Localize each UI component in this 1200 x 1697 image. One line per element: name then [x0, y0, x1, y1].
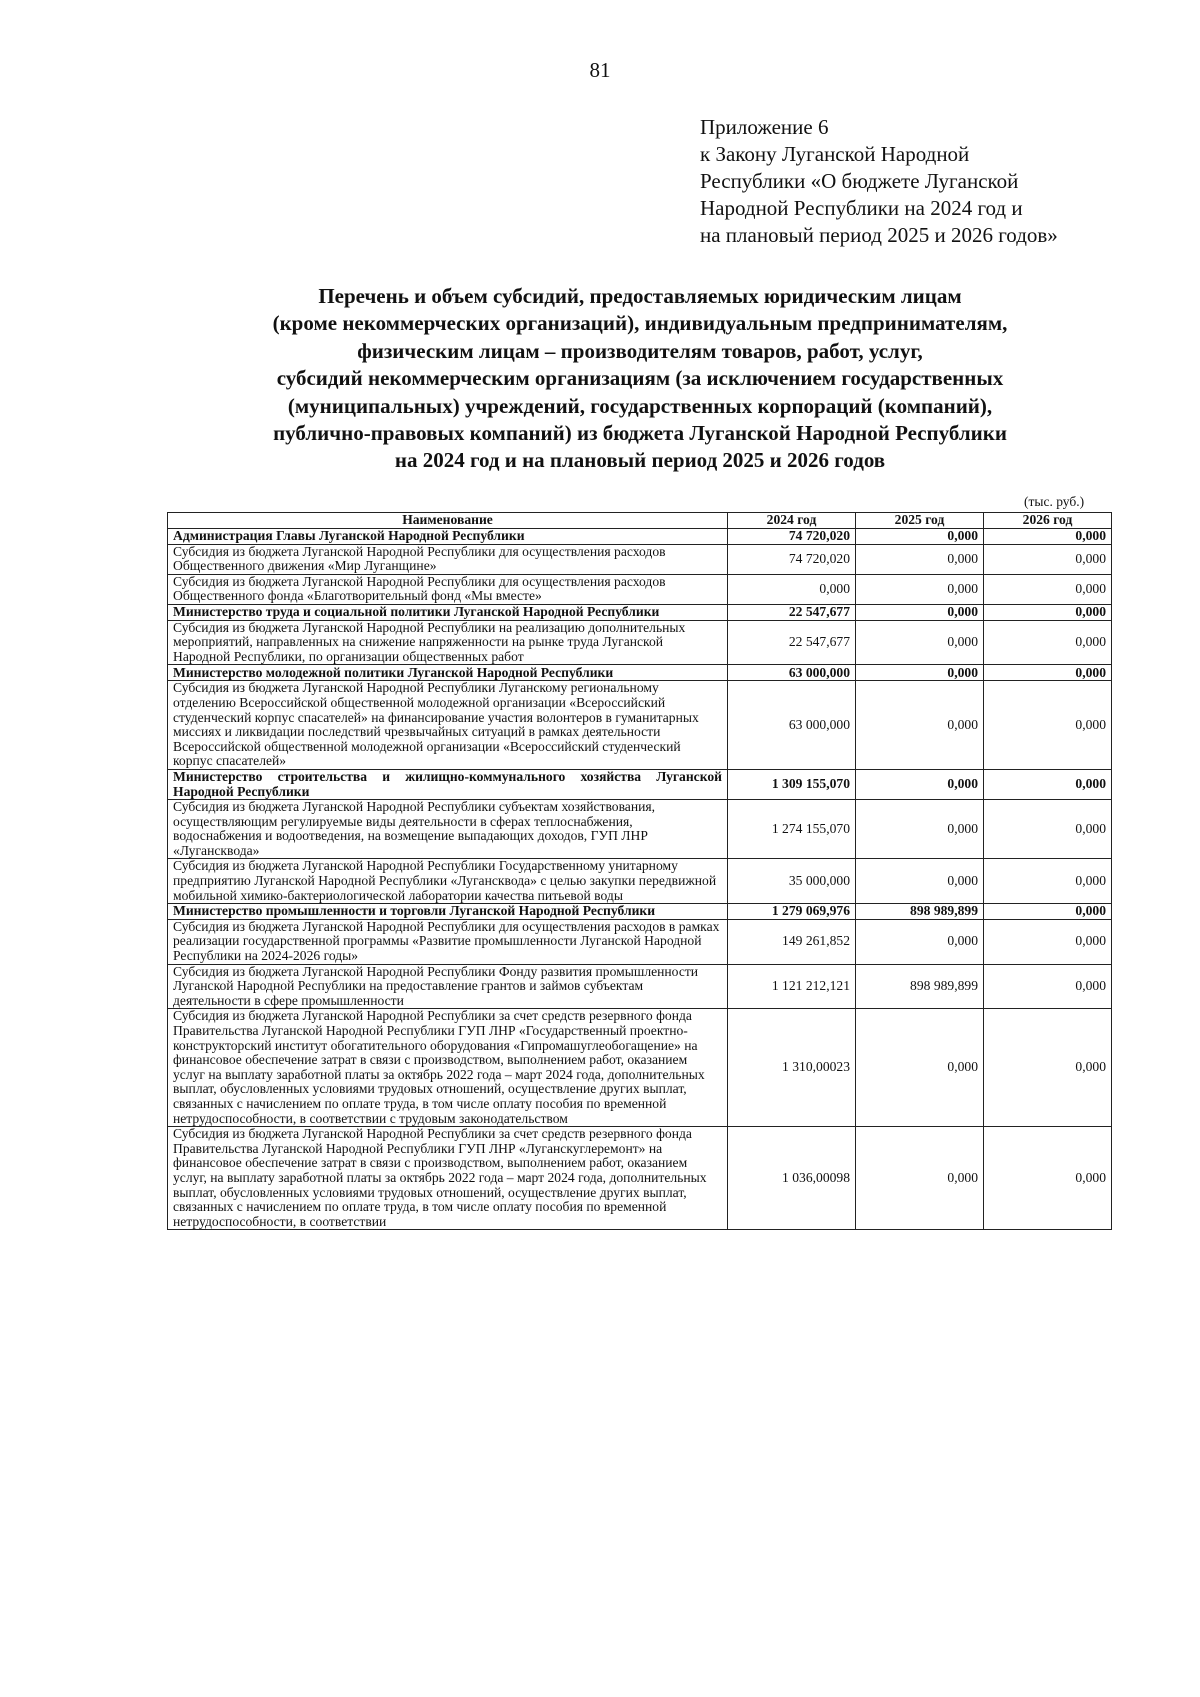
row-name: Субсидия из бюджета Луганской Народной Республики субъектам хозяйствования, осуществляющим регулируемые виды деятельности в сферах теплоснабжения, водоснабжения и водоотведения, на возмещение выпадающих доходов, ГУП ЛНР «Лугансквода»: [168, 800, 728, 859]
header-2024: 2024 год: [728, 513, 856, 529]
document-title: [150, 283, 1130, 475]
title-line: (кроме некоммерческих организаций), индивидуальным предпринимателям,: [272, 311, 1008, 336]
table-row: [168, 1127, 1112, 1230]
row-2025: 0,000: [856, 544, 984, 574]
row-name: Субсидия из бюджета Луганской Народной Республики за счет средств резервного фонда Правительства Луганской Народной Республики ГУП ЛНР «Луганскуглеремонт» на финансовое обеспечение затрат в связи с производством, выполнением работ, оказанием услуг, на выплату заработной платы за октябрь 2022 года – март 2024 года, дополнительных выплат, обусловленных условиями трудовых отношений, осуществление других выплат, связанных с начислением по оплате труда, в том числе оплату пособия по временной нетрудоспособности, в соответствии: [168, 1127, 728, 1230]
row-2026: 0,000: [984, 904, 1112, 920]
row-2026: 0,000: [984, 620, 1112, 665]
table-row: [168, 574, 1112, 604]
row-2025: 0,000: [856, 1127, 984, 1230]
row-2024: 0,000: [728, 574, 856, 604]
row-2026: 0,000: [984, 604, 1112, 620]
appendix-line: Республики «О бюджете Луганской: [700, 169, 1019, 193]
table-row-org: [168, 769, 1112, 799]
title-line: Перечень и объем субсидий, предоставляемых юридическим лицам: [318, 284, 962, 308]
table-row-org: [168, 604, 1112, 620]
row-2024: 1 310,00023: [728, 1009, 856, 1127]
table-row: [168, 620, 1112, 665]
table-row-org: [168, 528, 1112, 544]
row-2026: 0,000: [984, 528, 1112, 544]
row-name: Субсидия из бюджета Луганской Народной Республики для осуществления расходов Общественного фонда «Благотворительный фонд «Мы вместе»: [168, 574, 728, 604]
row-name: Субсидия из бюджета Луганской Народной Республики за счет средств резервного фонда Правительства Луганской Народной Республики ГУП ЛНР «Государственный проектно-конструкторский институт обогатительного оборудования «Гипромашуглеобогащение» на финансовое обеспечение затрат в связи с производством, выполнением работ, оказанием услуг на выплату заработной платы за октябрь 2022 года – март 2024 года, дополнительных выплат, обусловленных условиями трудовых отношений, осуществление других выплат, связанных с начислением по оплате труда, в том числе оплату пособия по временной нетрудоспособности, в соответствии с трудовым законодательством: [168, 1009, 728, 1127]
row-2025: 0,000: [856, 800, 984, 859]
row-2025: 0,000: [856, 769, 984, 799]
row-name: Министерство промышленности и торговли Луганской Народной Республики: [168, 904, 728, 920]
row-name: Субсидия из бюджета Луганской Народной Республики для осуществления расходов в рамках реализации государственной программы «Развитие промышленности Луганской Народной Республики на 2024-2026 годы»: [168, 919, 728, 964]
row-name: Субсидия из бюджета Луганской Народной Республики Фонду развития промышленности Луганской Народной Республики на предоставление грантов и займов субъектам деятельности в сфере промышленности: [168, 964, 728, 1009]
table-row-org: [168, 665, 1112, 681]
row-name: Министерство строительства и жилищно-коммунального хозяйства Луганской Народной Республики: [168, 769, 728, 799]
row-name: Субсидия из бюджета Луганской Народной Республики Государственному унитарному предприятию Луганской Народной Республики «Лугансквода» с целью закупки передвижной мобильной химико-бактериологической лаборатории качества питьевой воды: [168, 859, 728, 904]
header-2025: 2025 год: [856, 513, 984, 529]
row-2026: 0,000: [984, 574, 1112, 604]
row-2024: 149 261,852: [728, 919, 856, 964]
appendix-reference: [700, 114, 1058, 249]
row-2024: 1 036,00098: [728, 1127, 856, 1230]
row-2026: 0,000: [984, 544, 1112, 574]
row-name: Субсидия из бюджета Луганской Народной Республики Луганскому региональному отделению Всероссийской общественной молодежной организации «Всероссийский студенческий корпус спасателей» на финансирование участия волонтеров в гуманитарных миссиях и ликвидации последствий чрезвычайных ситуаций в рамках деятельности Всероссийской общественной молодежной организации «Всероссийский студенческий корпус спасателей»: [168, 681, 728, 770]
row-name: Администрация Главы Луганской Народной Республики: [168, 528, 728, 544]
title-line: физическим лицам – производителям товаров, работ, услуг,: [357, 338, 923, 363]
table-row: [168, 800, 1112, 859]
appendix-line: на плановый период 2025 и 2026 годов»: [700, 223, 1058, 247]
header-name: Наименование: [168, 513, 728, 529]
row-2025: 0,000: [856, 1009, 984, 1127]
row-2025: 898 989,899: [856, 964, 984, 1009]
header-2026: 2026 год: [984, 513, 1112, 529]
row-2024: 22 547,677: [728, 604, 856, 620]
title-line: (муниципальных) учреждений, государственных корпораций (компаний),: [287, 393, 993, 418]
row-2025: 0,000: [856, 574, 984, 604]
table-row: [168, 964, 1112, 1009]
title-line: публично-правовых компаний) из бюджета Луганской Народной Республики: [273, 421, 1007, 446]
row-2025: 0,000: [856, 604, 984, 620]
table-row: [168, 1009, 1112, 1127]
page-number: 81: [589, 58, 611, 82]
row-2026: 0,000: [984, 964, 1112, 1009]
table-row-org: [168, 904, 1112, 920]
row-name: Субсидия из бюджета Луганской Народной Республики для осуществления расходов Общественного движения «Мир Луганщине»: [168, 544, 728, 574]
row-2024: 63 000,000: [728, 665, 856, 681]
row-2026: 0,000: [984, 800, 1112, 859]
row-2024: 63 000,000: [728, 681, 856, 770]
row-2024: 1 274 155,070: [728, 800, 856, 859]
row-2024: 22 547,677: [728, 620, 856, 665]
row-2025: 0,000: [856, 620, 984, 665]
title-line: на 2024 год и на плановый период 2025 и 2026 годов: [394, 448, 886, 473]
table-row: [168, 544, 1112, 574]
row-2024: 74 720,020: [728, 544, 856, 574]
row-2025: 0,000: [856, 528, 984, 544]
row-2024: 1 309 155,070: [728, 769, 856, 799]
row-name: Министерство молодежной политики Луганской Народной Республики: [168, 665, 728, 681]
title-line: субсидий некоммерческим организациям (за исключением государственных: [276, 366, 1004, 391]
row-2026: 0,000: [984, 681, 1112, 770]
row-2024: 1 279 069,976: [728, 904, 856, 920]
appendix-line: Народной Республики на 2024 год и: [700, 196, 1023, 220]
table-row: [168, 681, 1112, 770]
row-2025: 0,000: [856, 665, 984, 681]
row-name: Министерство труда и социальной политики Луганской Народной Республики: [168, 604, 728, 620]
row-2026: 0,000: [984, 859, 1112, 904]
row-2024: 1 121 212,121: [728, 964, 856, 1009]
subsidies-table: [167, 512, 1112, 1230]
row-2025: 898 989,899: [856, 904, 984, 920]
row-2025: 0,000: [856, 919, 984, 964]
row-2024: 74 720,020: [728, 528, 856, 544]
row-2025: 0,000: [856, 859, 984, 904]
row-2026: 0,000: [984, 919, 1112, 964]
row-2026: 0,000: [984, 1127, 1112, 1230]
row-2025: 0,000: [856, 681, 984, 770]
row-2026: 0,000: [984, 1009, 1112, 1127]
table-header-row: [168, 513, 1112, 529]
appendix-line: Приложение 6: [700, 115, 829, 139]
row-2026: 0,000: [984, 769, 1112, 799]
row-name: Субсидия из бюджета Луганской Народной Республики на реализацию дополнительных мероприятий, направленных на снижение напряженности на рынке труда Луганской Народной Республики, по организации общественных работ: [168, 620, 728, 665]
table-row: [168, 919, 1112, 964]
units-label: (тыс. руб.): [1024, 494, 1085, 509]
table-row: [168, 859, 1112, 904]
row-2026: 0,000: [984, 665, 1112, 681]
row-2024: 35 000,000: [728, 859, 856, 904]
appendix-line: к Закону Луганской Народной: [700, 142, 970, 166]
